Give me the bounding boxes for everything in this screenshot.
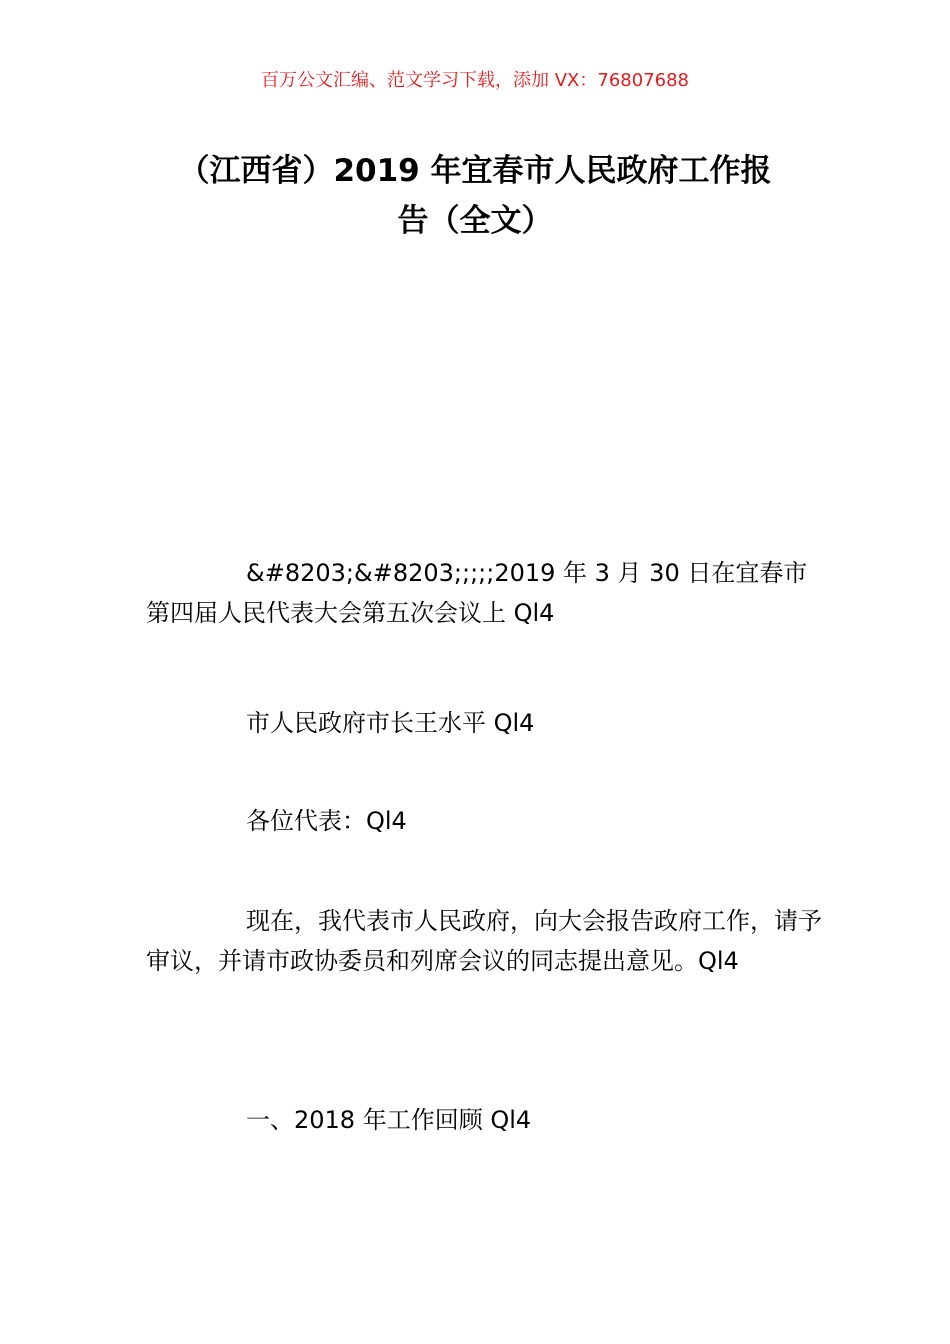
section-heading: 一、2018 年工作回顾 Ql4 <box>246 1106 532 1134</box>
speaker-paragraph: 市人民政府市长王水平 Ql4 <box>246 709 535 737</box>
salutation-paragraph: 各位代表：Ql4 <box>246 807 407 835</box>
intro-paragraph: 现在，我代表市人民政府，向大会报告政府工作，请予审议，并请市政协委员和列席会议的同志提出意见。Ql4 <box>146 907 822 975</box>
document-title <box>100 146 850 246</box>
document-title-line-1: （江西省）2019 年宜春市人民政府工作报 <box>178 153 772 189</box>
document-title-line-2: 告（全文） <box>397 203 553 239</box>
header-banner: 百万公文汇编、范文学习下载，添加 VX：76807688 <box>261 70 689 91</box>
meeting-info-paragraph: &#8203;&#8203;;;;;2019 年 3 月 30 日在宜春市第四届人民代表大会第五次会议上 Ql4 <box>146 559 808 627</box>
